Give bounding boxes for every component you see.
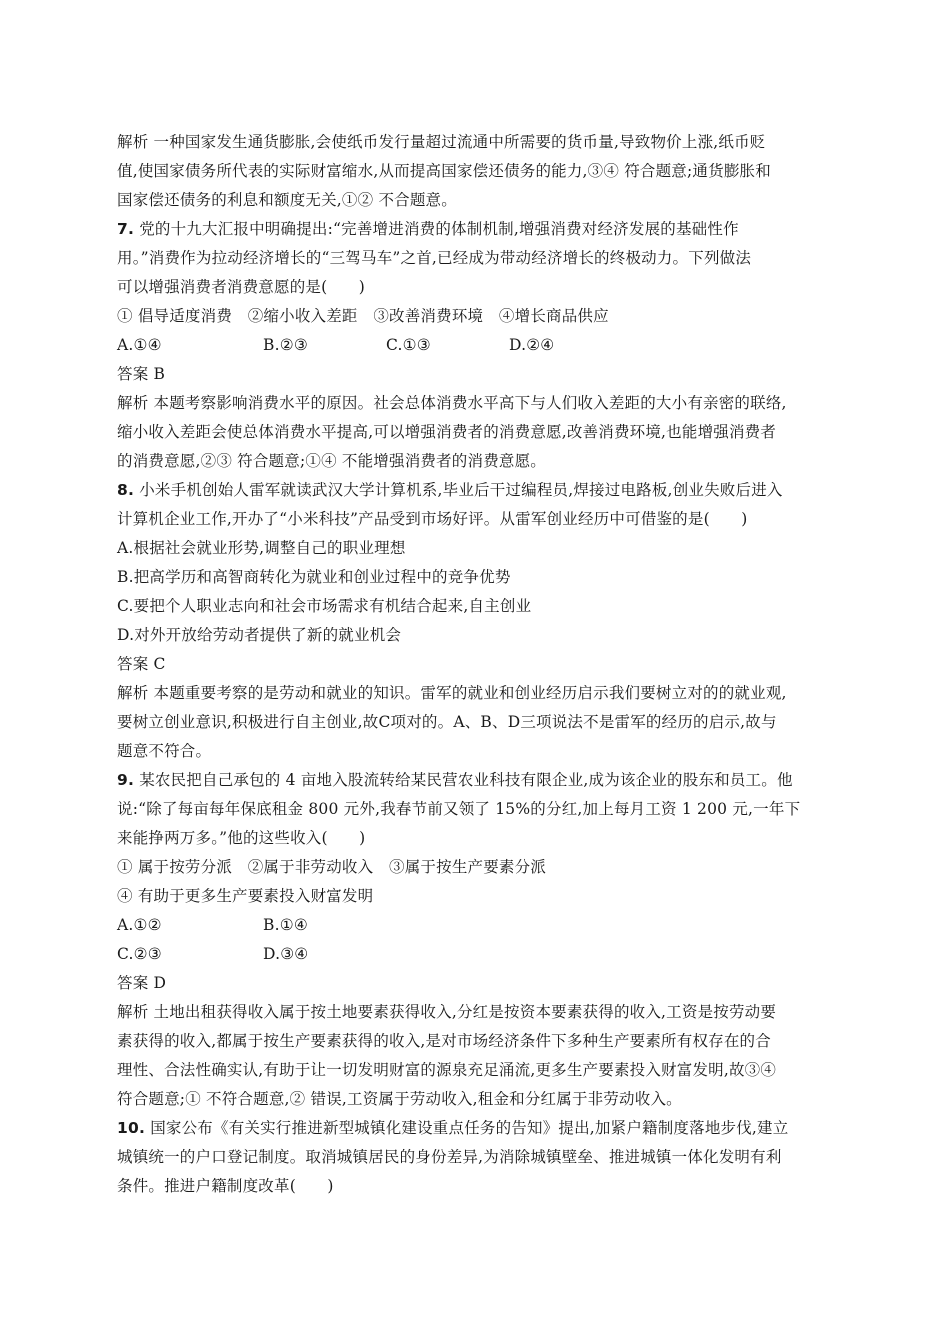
analysis-line: 要树立创业意识,积极进行自主创业,故C项对的。A、B、D三项说法不是雷军的经历的启示,故与 xyxy=(117,713,777,731)
analysis-line: 解析 一种国家发生通货膨胀,会使纸币发行量超过流通中所需要的货币量,导致物价上涨,纸币贬 xyxy=(117,133,766,151)
analysis-line: 符合题意;① 不符合题意,② 错误,工资属于劳动收入,租金和分红属于非劳动收入。 xyxy=(117,1090,682,1108)
choice-option: A.①② xyxy=(117,916,162,934)
question-stem-first-line xyxy=(117,476,837,505)
question-stem-line: 可以增强消费者消费意愿的是( ) xyxy=(117,278,365,296)
question-stem-line: 条件。推进户籍制度改革( ) xyxy=(117,1177,334,1195)
question-stem-text: 某农民把自己承包的 4 亩地入股流转给某民营农业科技有限企业,成为该企业的股东和员工。他 xyxy=(134,771,793,789)
choice-options-row xyxy=(117,331,837,360)
text-line: 答案 B xyxy=(117,365,166,383)
question-stem-text: 党的十九大汇报中明确提出:“完善增进消费的体制机制,增强消费对经济发展的基础性作 xyxy=(134,220,739,238)
question-stem-first-line xyxy=(117,766,837,795)
choice-option: D.③④ xyxy=(263,945,309,963)
text-line: ① 倡导适度消费 ②缩小收入差距 ③改善消费环境 ④增长商品供应 xyxy=(117,307,609,325)
choice-option: D.②④ xyxy=(509,336,555,354)
question-stem-line: 来能挣两万多。”他的这些收入( ) xyxy=(117,829,366,847)
analysis-line: 解析 本题考察影响消费水平的原因。社会总体消费水平高下与人们收入差距的大小有亲密的联络, xyxy=(117,394,787,412)
analysis-line: 解析 本题重要考察的是劳动和就业的知识。雷军的就业和创业经历启示我们要树立对的的就业观, xyxy=(117,684,787,702)
analysis-line: 理性、合法性确实认,有助于让一切发明财富的源泉充足涌流,更多生产要素投入财富发明,故③④ xyxy=(117,1061,777,1079)
text-line: 答案 C xyxy=(117,655,166,673)
question-stem-text: 国家公布《有关实行推进新型城镇化建设重点任务的告知》提出,加紧户籍制度落地步伐,建立 xyxy=(145,1119,789,1137)
choice-option: B.①④ xyxy=(263,916,308,934)
analysis-line: 缩小收入差距会使总体消费水平提高,可以增强消费者的消费意愿,改善消费环境,也能增强消费者 xyxy=(117,423,777,441)
question-number: 9. xyxy=(117,771,135,789)
question-stem-line: 说:“除了每亩每年保底租金 800 元外,我春节前又领了 15%的分红,加上每月工资 1 200 元,一年下 xyxy=(117,800,801,818)
choice-options-row xyxy=(117,911,837,940)
text-line: C.要把个人职业志向和社会市场需求有机结合起来,自主创业 xyxy=(117,597,532,615)
question-stem-line: 计算机企业工作,开办了“小米科技”产品受到市场好评。从雷军创业经历中可借鉴的是( ) xyxy=(117,510,748,528)
text-line: D.对外开放给劳动者提供了新的就业机会 xyxy=(117,626,402,644)
analysis-line: 的消费意愿,②③ 符合题意;①④ 不能增强消费者的消费意愿。 xyxy=(117,452,547,470)
text-line: A.根据社会就业形势,调整自己的职业理想 xyxy=(117,539,406,557)
document-page xyxy=(117,128,837,1201)
text-line: B.把高学历和高智商转化为就业和创业过程中的竞争优势 xyxy=(117,568,511,586)
question-number: 10. xyxy=(117,1119,146,1137)
analysis-line: 值,使国家债务所代表的实际财富缩水,从而提高国家偿还债务的能力,③④ 符合题意;通货膨胀和 xyxy=(117,162,771,180)
question-number: 7. xyxy=(117,220,135,238)
choice-option: B.②③ xyxy=(263,336,308,354)
text-line: 答案 D xyxy=(117,974,167,992)
question-stem-first-line xyxy=(117,1114,837,1143)
question-stem-text: 小米手机创始人雷军就读武汉大学计算机系,毕业后干过编程员,焊接过电路板,创业失败后进入 xyxy=(134,481,783,499)
analysis-line: 解析 土地出租获得收入属于按土地要素获得收入,分红是按资本要素获得的收入,工资是按劳动要 xyxy=(117,1003,777,1021)
analysis-line: 素获得的收入,都属于按生产要素获得的收入,是对市场经济条件下多种生产要素所有权存在的合 xyxy=(117,1032,771,1050)
text-line: ① 属于按劳分派 ②属于非劳动收入 ③属于按生产要素分派 xyxy=(117,858,547,876)
choice-option: C.①③ xyxy=(386,336,431,354)
question-stem-first-line xyxy=(117,215,837,244)
choice-option: C.②③ xyxy=(117,945,162,963)
choice-option: A.①④ xyxy=(117,336,162,354)
analysis-line: 题意不符合。 xyxy=(117,742,212,760)
question-stem-line: 城镇统一的户口登记制度。取消城镇居民的身份差异,为消除城镇壁垒、推进城镇一体化发明有利 xyxy=(117,1148,782,1166)
question-number: 8. xyxy=(117,481,135,499)
text-line: ④ 有助于更多生产要素投入财富发明 xyxy=(117,887,374,905)
question-stem-line: 用。”消费作为拉动经济增长的“三驾马车”之首,已经成为带动经济增长的终极动力。下列做法 xyxy=(117,249,752,267)
choice-options-row xyxy=(117,940,837,969)
analysis-line: 国家偿还债务的利息和额度无关,①② 不合题意。 xyxy=(117,191,457,209)
